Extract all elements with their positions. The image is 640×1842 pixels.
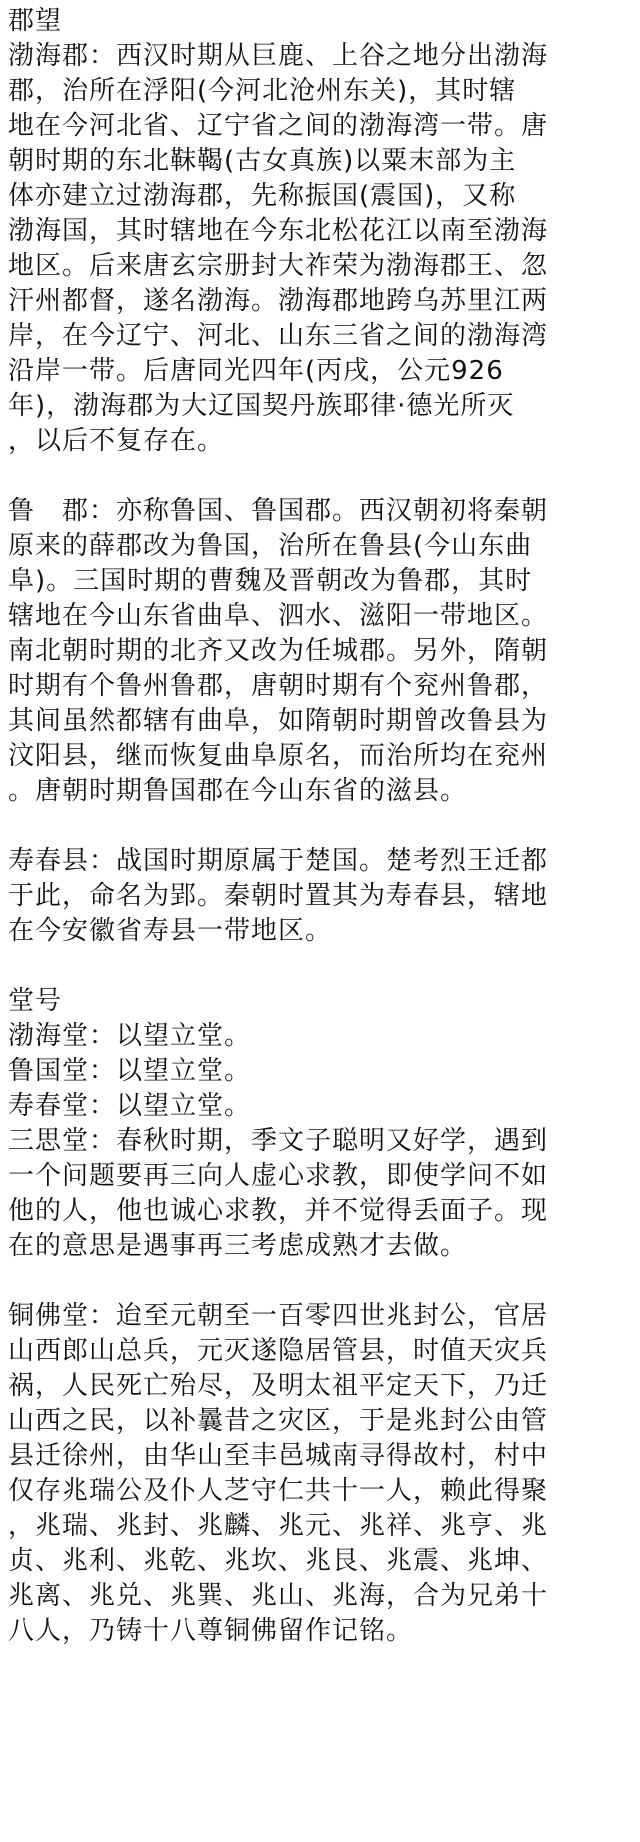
text-line: 汗州都督，遂名渤海。渤海郡地跨乌苏里江两 bbox=[8, 286, 549, 316]
text-line: ，以后不复存在。 bbox=[8, 426, 225, 456]
text-line: 汶阳县，继而恢复曲阜原名，而治所均在兖州 bbox=[8, 741, 549, 771]
text-line: 其间虽然都辖有曲阜，如隋朝时期曾改鲁县为 bbox=[8, 706, 549, 736]
text-line: 阜)。三国时期的曹魏及晋朝改为鲁郡，其时 bbox=[8, 566, 533, 596]
text-line: 山西郎山总兵，元灭遂隐居管县，时值天灾兵 bbox=[8, 1336, 549, 1366]
paragraph-bohai-jun bbox=[8, 39, 632, 459]
text-line: 仅存兆瑞公及仆人芝守仁共十一人，赖此得聚 bbox=[8, 1476, 549, 1506]
text-line: 南北朝时期的北齐又改为任城郡。另外，隋朝 bbox=[8, 636, 549, 666]
text-line: 一个问题要再三向人虚心求教，即使学问不如 bbox=[8, 1161, 549, 1191]
text-line: 年)，渤海郡为大辽国契丹族耶律·德光所灭 bbox=[8, 391, 515, 421]
text-line: 地区。后来唐玄宗册封大祚荣为渤海郡王、忽 bbox=[8, 251, 549, 281]
paragraph-tongfo-tang bbox=[8, 1299, 632, 1649]
text-line: 原来的薛郡改为鲁国，治所在鲁县(今山东曲 bbox=[8, 531, 533, 561]
text-line: 时期有个鲁州鲁郡，唐朝时期有个兖州鲁郡， bbox=[8, 671, 549, 701]
text-line: 沿岸一带。后唐同光四年(丙戌，公元926 bbox=[8, 356, 504, 386]
paragraph-spacer bbox=[8, 809, 632, 844]
text-line: 寿春堂：以望立堂。 bbox=[8, 1091, 252, 1121]
text-line: 八人，乃铸十八尊铜佛留作记铭。 bbox=[8, 1616, 414, 1646]
text-line: 鲁 郡：亦称鲁国、鲁国郡。西汉朝初将秦朝 bbox=[8, 496, 549, 526]
text-line: 体亦建立过渤海郡，先称振国(震国)，又称 bbox=[8, 181, 517, 211]
text-line: 三思堂：春秋时期，季文子聪明又好学，遇到 bbox=[8, 1126, 549, 1156]
text-line: 于此，命名为郢。秦朝时置其为寿春县，辖地 bbox=[8, 881, 549, 911]
text-line: 贞、兆利、兆乾、兆坎、兆艮、兆震、兆坤、 bbox=[8, 1546, 549, 1576]
text-line: 他的人，他也诚心求教，并不觉得丢面子。现 bbox=[8, 1196, 549, 1226]
text-line: 。唐朝时期鲁国郡在今山东省的滋县。 bbox=[8, 776, 468, 806]
text-line: 渤海堂：以望立堂。 bbox=[8, 1021, 252, 1051]
text-line: 郡，治所在浮阳(今河北沧州东关)，其时辖 bbox=[8, 76, 517, 106]
text-line: 寿春县：战国时期原属于楚国。楚考烈王迁都 bbox=[8, 846, 549, 876]
text-line: 山西之民，以补曩昔之灾区，于是兆封公由管 bbox=[8, 1406, 549, 1436]
text-line: 渤海郡：西汉时期从巨鹿、上谷之地分出渤海 bbox=[8, 41, 549, 71]
paragraph-spacer bbox=[8, 459, 632, 494]
paragraph-tang-list bbox=[8, 1019, 632, 1264]
text-line: 铜佛堂：迨至元朝至一百零四世兆封公，官居 bbox=[8, 1301, 549, 1331]
text-line: 岸，在今辽宁、河北、山东三省之间的渤海湾 bbox=[8, 321, 549, 351]
text-line: ，兆瑞、兆封、兆麟、兆元、兆祥、兆亨、兆 bbox=[8, 1511, 549, 1541]
section-spacer bbox=[8, 949, 632, 984]
text-line: 朝时期的东北靺鞨(古女真族)以粟末部为主 bbox=[8, 146, 517, 176]
text-line: 祸，人民死亡殆尽，及明太祖平定天下，乃迁 bbox=[8, 1371, 549, 1401]
section-heading-junwang: 郡望 bbox=[8, 6, 63, 36]
text-line: 县迁徐州，由华山至丰邑城南寻得故村，村中 bbox=[8, 1441, 549, 1471]
paragraph-lu-jun bbox=[8, 494, 632, 809]
text-line: 兆离、兆兑、兆巽、兆山、兆海，合为兄弟十 bbox=[8, 1581, 549, 1611]
text-line: 渤海国，其时辖地在今东北松花江以南至渤海 bbox=[8, 216, 549, 246]
text-line: 地在今河北省、辽宁省之间的渤海湾一带。唐 bbox=[8, 111, 549, 141]
text-line: 鲁国堂：以望立堂。 bbox=[8, 1056, 252, 1086]
text-line: 在今安徽省寿县一带地区。 bbox=[8, 916, 333, 946]
paragraph-shouchun-xian bbox=[8, 844, 632, 949]
section-heading-tanghao: 堂号 bbox=[8, 986, 63, 1016]
paragraph-spacer bbox=[8, 1264, 632, 1299]
text-line: 在的意思是遇事再三考虑成熟才去做。 bbox=[8, 1231, 468, 1261]
text-line: 辖地在今山东省曲阜、泗水、滋阳一带地区。 bbox=[8, 601, 549, 631]
